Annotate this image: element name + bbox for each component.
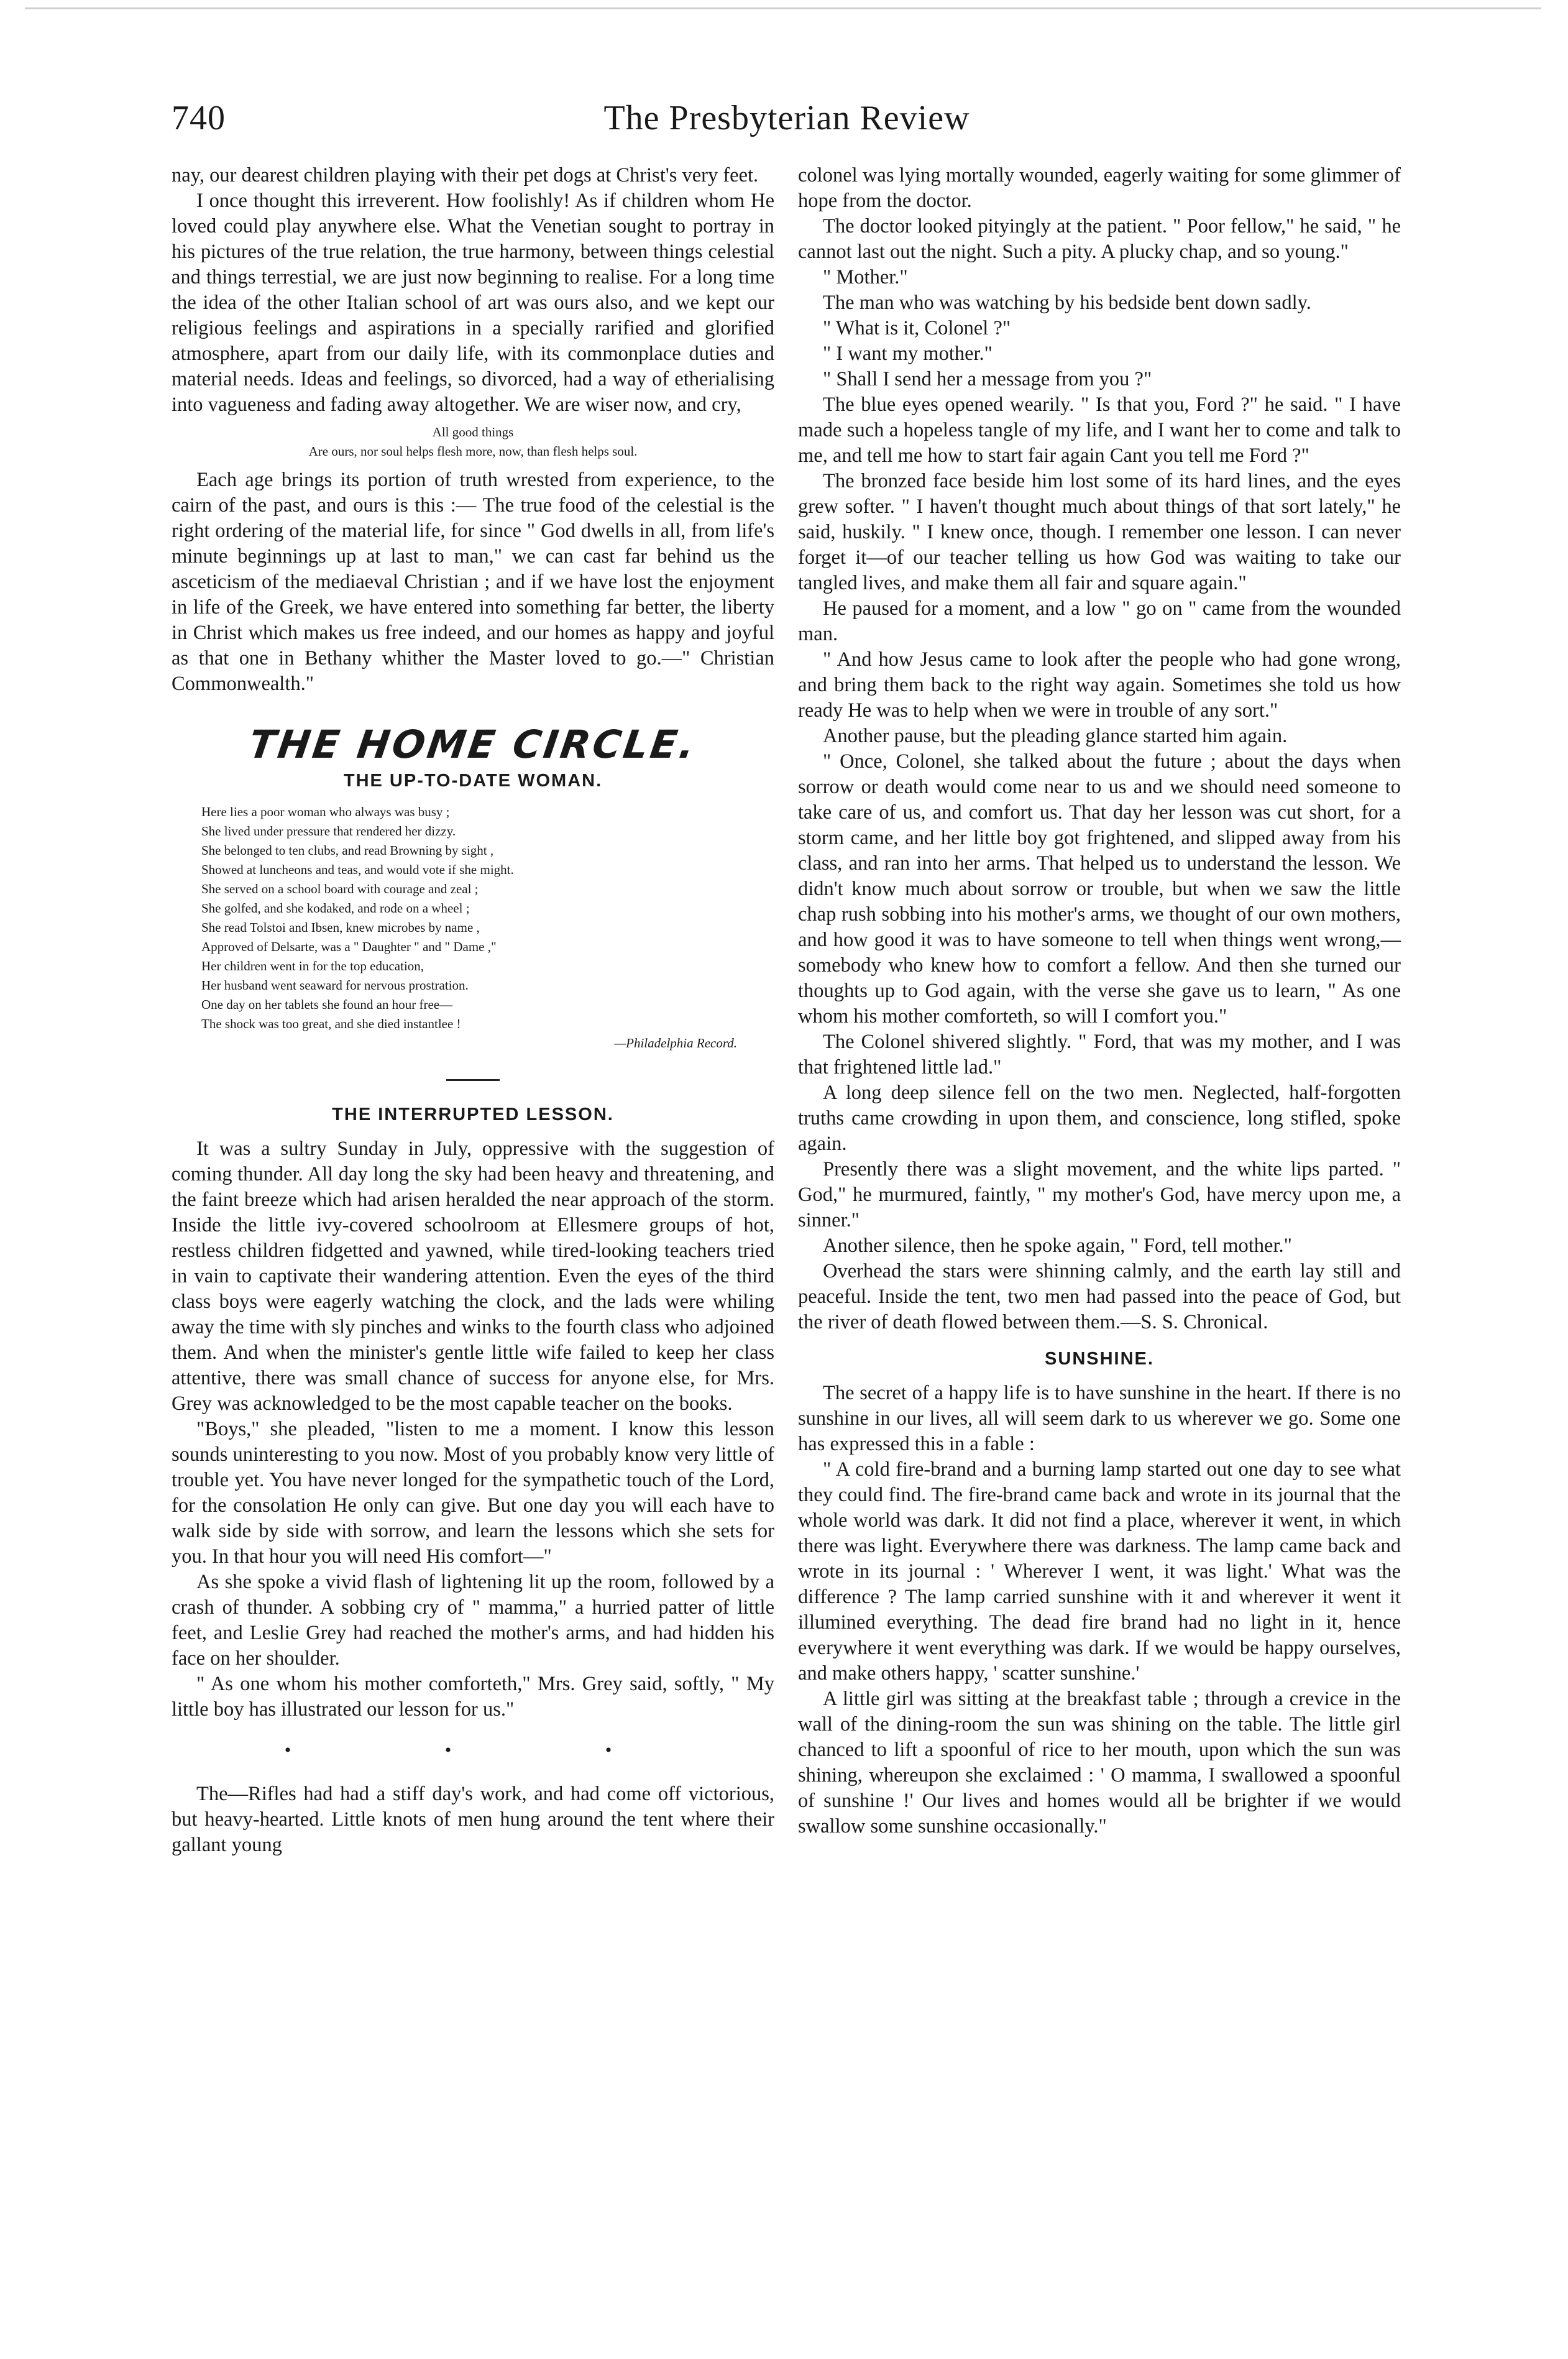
poem-line: Here lies a poor woman who always was busy ;: [201, 804, 450, 819]
paragraph: " What is it, Colonel ?": [823, 317, 1011, 339]
poem-line: The shock was too great, and she died instantlee !: [201, 1016, 461, 1031]
poem-title: THE UP-TO-DATE WOMAN.: [343, 771, 603, 791]
left-column: [172, 163, 774, 1858]
paragraph: nay, our dearest children playing with their pet dogs at Christ's very feet.: [172, 164, 759, 186]
paragraph: The doctor looked pityingly at the patient. " Poor fellow," he said, " he cannot last out the night. Such a pity. A plucky chap, and so young.": [798, 215, 1401, 263]
paragraph: " Once, Colonel, she talked about the future ; about the days when sorrow or death would come near to us and we should need someone to take care of us, and comfort us. That day her lesson was cut short, for a storm came, and her little boy got frightened, and slipped away from his class, and ran into her arms. That helped us to understand the lesson. We didn't know much about sorrow or trouble, but when we saw the little chap rush sobbing into his mother's arms, we thought of our own mothers, and how good it was to have someone to tell when things went wrong,—somebody who knew how to comfort a fellow. And then she turned our thoughts up to God again, with the verse she gave us to learn, " As one whom his mother comforteth, so will I comfort you.": [798, 750, 1401, 1028]
paragraph: Each age brings its portion of truth wrested from experience, to the cairn of the past, and ours is this :— The true food of the celestial is the right ordering of the material life, for since " God dwells in all, from life's minute beginnings up at last to man," we can cast far behind us the asceticism of the mediaeval Christian ; and if we have lost the enjoyment in life of the Greek, we have entered into something far better, the liberty in Christ which makes us free indeed, and our homes as happy and joyful as that one in Bethany whither the Master loved to go.—" Christian Commonwealth.": [172, 469, 774, 695]
paragraph: The secret of a happy life is to have sunshine in the heart. If there is no sunshine in our lives, all will seem dark to us wherever we go. Some one has expressed this in a fable :: [798, 1382, 1401, 1455]
poem: [201, 802, 774, 1053]
paragraph: The Colonel shivered slightly. " Ford, that was my mother, and I was that frightened little lad.": [798, 1031, 1401, 1078]
section-title: THE HOME CIRCLE.: [246, 722, 700, 767]
paragraph: The man who was watching by his bedside bent down sadly.: [823, 292, 1311, 314]
paragraph: A long deep silence fell on the two men. Neglected, half-forgotten truths came crowding in upon them, and conscience, long stifled, spoke again.: [798, 1082, 1401, 1155]
paragraph: " Shall I send her a message from you ?": [823, 368, 1152, 390]
poem-line: She golfed, and she kodaked, and rode on a wheel ;: [201, 901, 470, 916]
paragraph: "Boys," she pleaded, "listen to me a moment. I know this lesson sounds uninteresting to you now. Most of you probably know very little of trouble yet. You have never longed for the sympathetic touch of the Lord, for the consolation He only can give. But one day you will each have to walk side by side with sorrow, and learn the lessons which she sets for you. In that hour you will need His comfort—": [172, 1418, 774, 1568]
poem-line: Showed at luncheons and teas, and would vote if she might.: [201, 862, 514, 877]
scene-break: • • •: [284, 1740, 687, 1760]
paragraph: I once thought this irreverent. How foolishly! As if children whom He loved could play anywhere else. What the Venetian sought to portray in his pictures of the true relation, the true harmony, between things celestial and things terrestial, we are just now beginning to realise. For a long time the idea of the other Italian school of art was ours also, and we kept our religious feelings and aspirations in a specially rarified and glorified atmosphere, apart from our daily life, with its commonplace duties and material needs. Ideas and feelings, so divorced, had a way of etherialising into vagueness and fading away altogether. We are wiser now, and cry,: [172, 190, 774, 416]
paragraph: A little girl was sitting at the breakfast table ; through a crevice in the wall of the dining-room the sun was shining on the table. The little girl chanced to lift a spoonful of rice to her mouth, upon which the sun was shining, whereupon she exclaimed : ' O mamma, I swallowed a spoonful of sunshine !' Our lives and homes would all be brighter if we would swallow some sunshine occasionally.": [798, 1688, 1401, 1837]
paragraph: " As one whom his mother comforteth," Mrs. Grey said, softly, " My little boy has illustrated our lesson for us.": [172, 1673, 774, 1721]
poem-attribution: —Philadelphia Record.: [614, 1036, 737, 1051]
paragraph: " A cold fire-brand and a burning lamp started out one day to see what they could find. The fire-brand came back and wrote in its journal that the whole world was dark. It did not find a place, wherever it went, in which there was light. Everywhere there was darkness. The lamp came back and wrote in its journal : ' Wherever I went, it was light.' What was the difference ? The lamp carried sunshine with it and wherever it went it illumined everything. The dead fire brand had no light in it, hence everywhere it went everything was dark. If we would be happy ourselves, and make others happy, ' scatter sunshine.': [798, 1458, 1401, 1685]
poem-line: She lived under pressure that rendered her dizzy.: [201, 824, 456, 839]
quotation-line: All good things: [432, 425, 514, 439]
paragraph: Overhead the stars were shinning calmly, and the earth lay still and peaceful. Inside the tent, two men had passed into the peace of God, but the river of death flowed between them.—S. S. Chronical.: [798, 1260, 1401, 1333]
poem-line: She read Tolstoi and Ibsen, knew microbes by name ,: [201, 920, 480, 935]
quotation-line: Are ours, nor soul helps flesh more, now, than flesh helps soul.: [308, 444, 638, 459]
paragraph: As she spoke a vivid flash of lightening lit up the room, followed by a crash of thunder. A sobbing cry of " mamma," a hurried patter of little feet, and Leslie Grey had reached the mother's arms, and had hidden his face on her shoulder.: [172, 1571, 774, 1670]
paragraph: colonel was lying mortally wounded, eagerly waiting for some glimmer of hope from the doctor.: [798, 164, 1401, 212]
poem-line: Her husband went seaward for nervous prostration.: [201, 978, 469, 993]
journal-title: The Presbyterian Review: [603, 99, 970, 137]
story-title: THE INTERRUPTED LESSON.: [332, 1105, 614, 1124]
paragraph: Another pause, but the pleading glance started him again.: [823, 725, 1288, 747]
paragraph: The bronzed face beside him lost some of its hard lines, and the eyes grew softer. " I haven't thought much about things of that sort lately," he said, huskily. " I knew once, though. I remember one lesson. I can never forget it—of our teacher telling us how God was waiting to take our tangled lives, and make them all fair and square again.": [798, 470, 1401, 594]
page-header: [172, 98, 1402, 154]
paragraph: Another silence, then he spoke again, " Ford, tell mother.": [823, 1235, 1292, 1257]
paragraph: The—Rifles had had a stiff day's work, and had come off victorious, but heavy-hearted. Little knots of men hung around the tent where their gallant young: [172, 1783, 774, 1856]
paragraph: The blue eyes opened wearily. " Is that you, Ford ?" he said. " I have made such a hopeless tangle of my life, and I want her to come and talk to me, and tell me how to start fair again Cant you tell me Ford ?": [798, 393, 1401, 467]
poem-line: One day on her tablets she found an hour free—: [201, 997, 453, 1012]
paragraph: He paused for a moment, and a low " go on " came from the wounded man.: [798, 597, 1401, 645]
paragraph: Presently there was a slight movement, and the white lips parted. " God," he murmured, faintly, " my mother's God, have mercy upon me, a sinner.": [798, 1158, 1401, 1231]
sunshine-title: SUNSHINE.: [1045, 1349, 1154, 1369]
poem-line: She served on a school board with courage and zeal ;: [201, 881, 479, 896]
right-column: [798, 163, 1401, 1839]
page-top-edge: [25, 7, 1541, 9]
poem-line: Approved of Delsarte, was a " Daughter " and " Dame ,": [201, 939, 497, 954]
paragraph: " And how Jesus came to look after the people who had gone wrong, and bring them back to the right way again. Sometimes she told us how ready He was to help when we were in trouble of any sort.": [798, 648, 1401, 722]
page-number: 740: [172, 99, 226, 137]
paragraph: It was a sultry Sunday in July, oppressive with the suggestion of coming thunder. All day long the sky had been heavy and threatening, and the faint breeze which had arisen heralded the near approach of the storm. Inside the little ivy-covered schoolroom at Ellesmere groups of hot, restless children fidgetted and yawned, while tired-looking teachers tried in vain to captivate their wandering attention. Even the eyes of the third class boys were eagerly watching the clock, and the lads were whiling away the time with sly pinches and winks to the fourth class who adjoined them. And when the minister's gentle little wife failed to keep her class attentive, there was small chance of success for anyone else, for Mrs. Grey was acknowledged to be the most capable teacher on the books.: [172, 1138, 774, 1415]
poem-line: Her children went in for the top education,: [201, 959, 424, 973]
quotation: [172, 423, 774, 461]
section-divider: [446, 1079, 500, 1081]
paragraph: " Mother.": [823, 266, 908, 288]
paragraph: " I want my mother.": [823, 343, 993, 365]
poem-line: She belonged to ten clubs, and read Browning by sight ,: [201, 843, 494, 858]
